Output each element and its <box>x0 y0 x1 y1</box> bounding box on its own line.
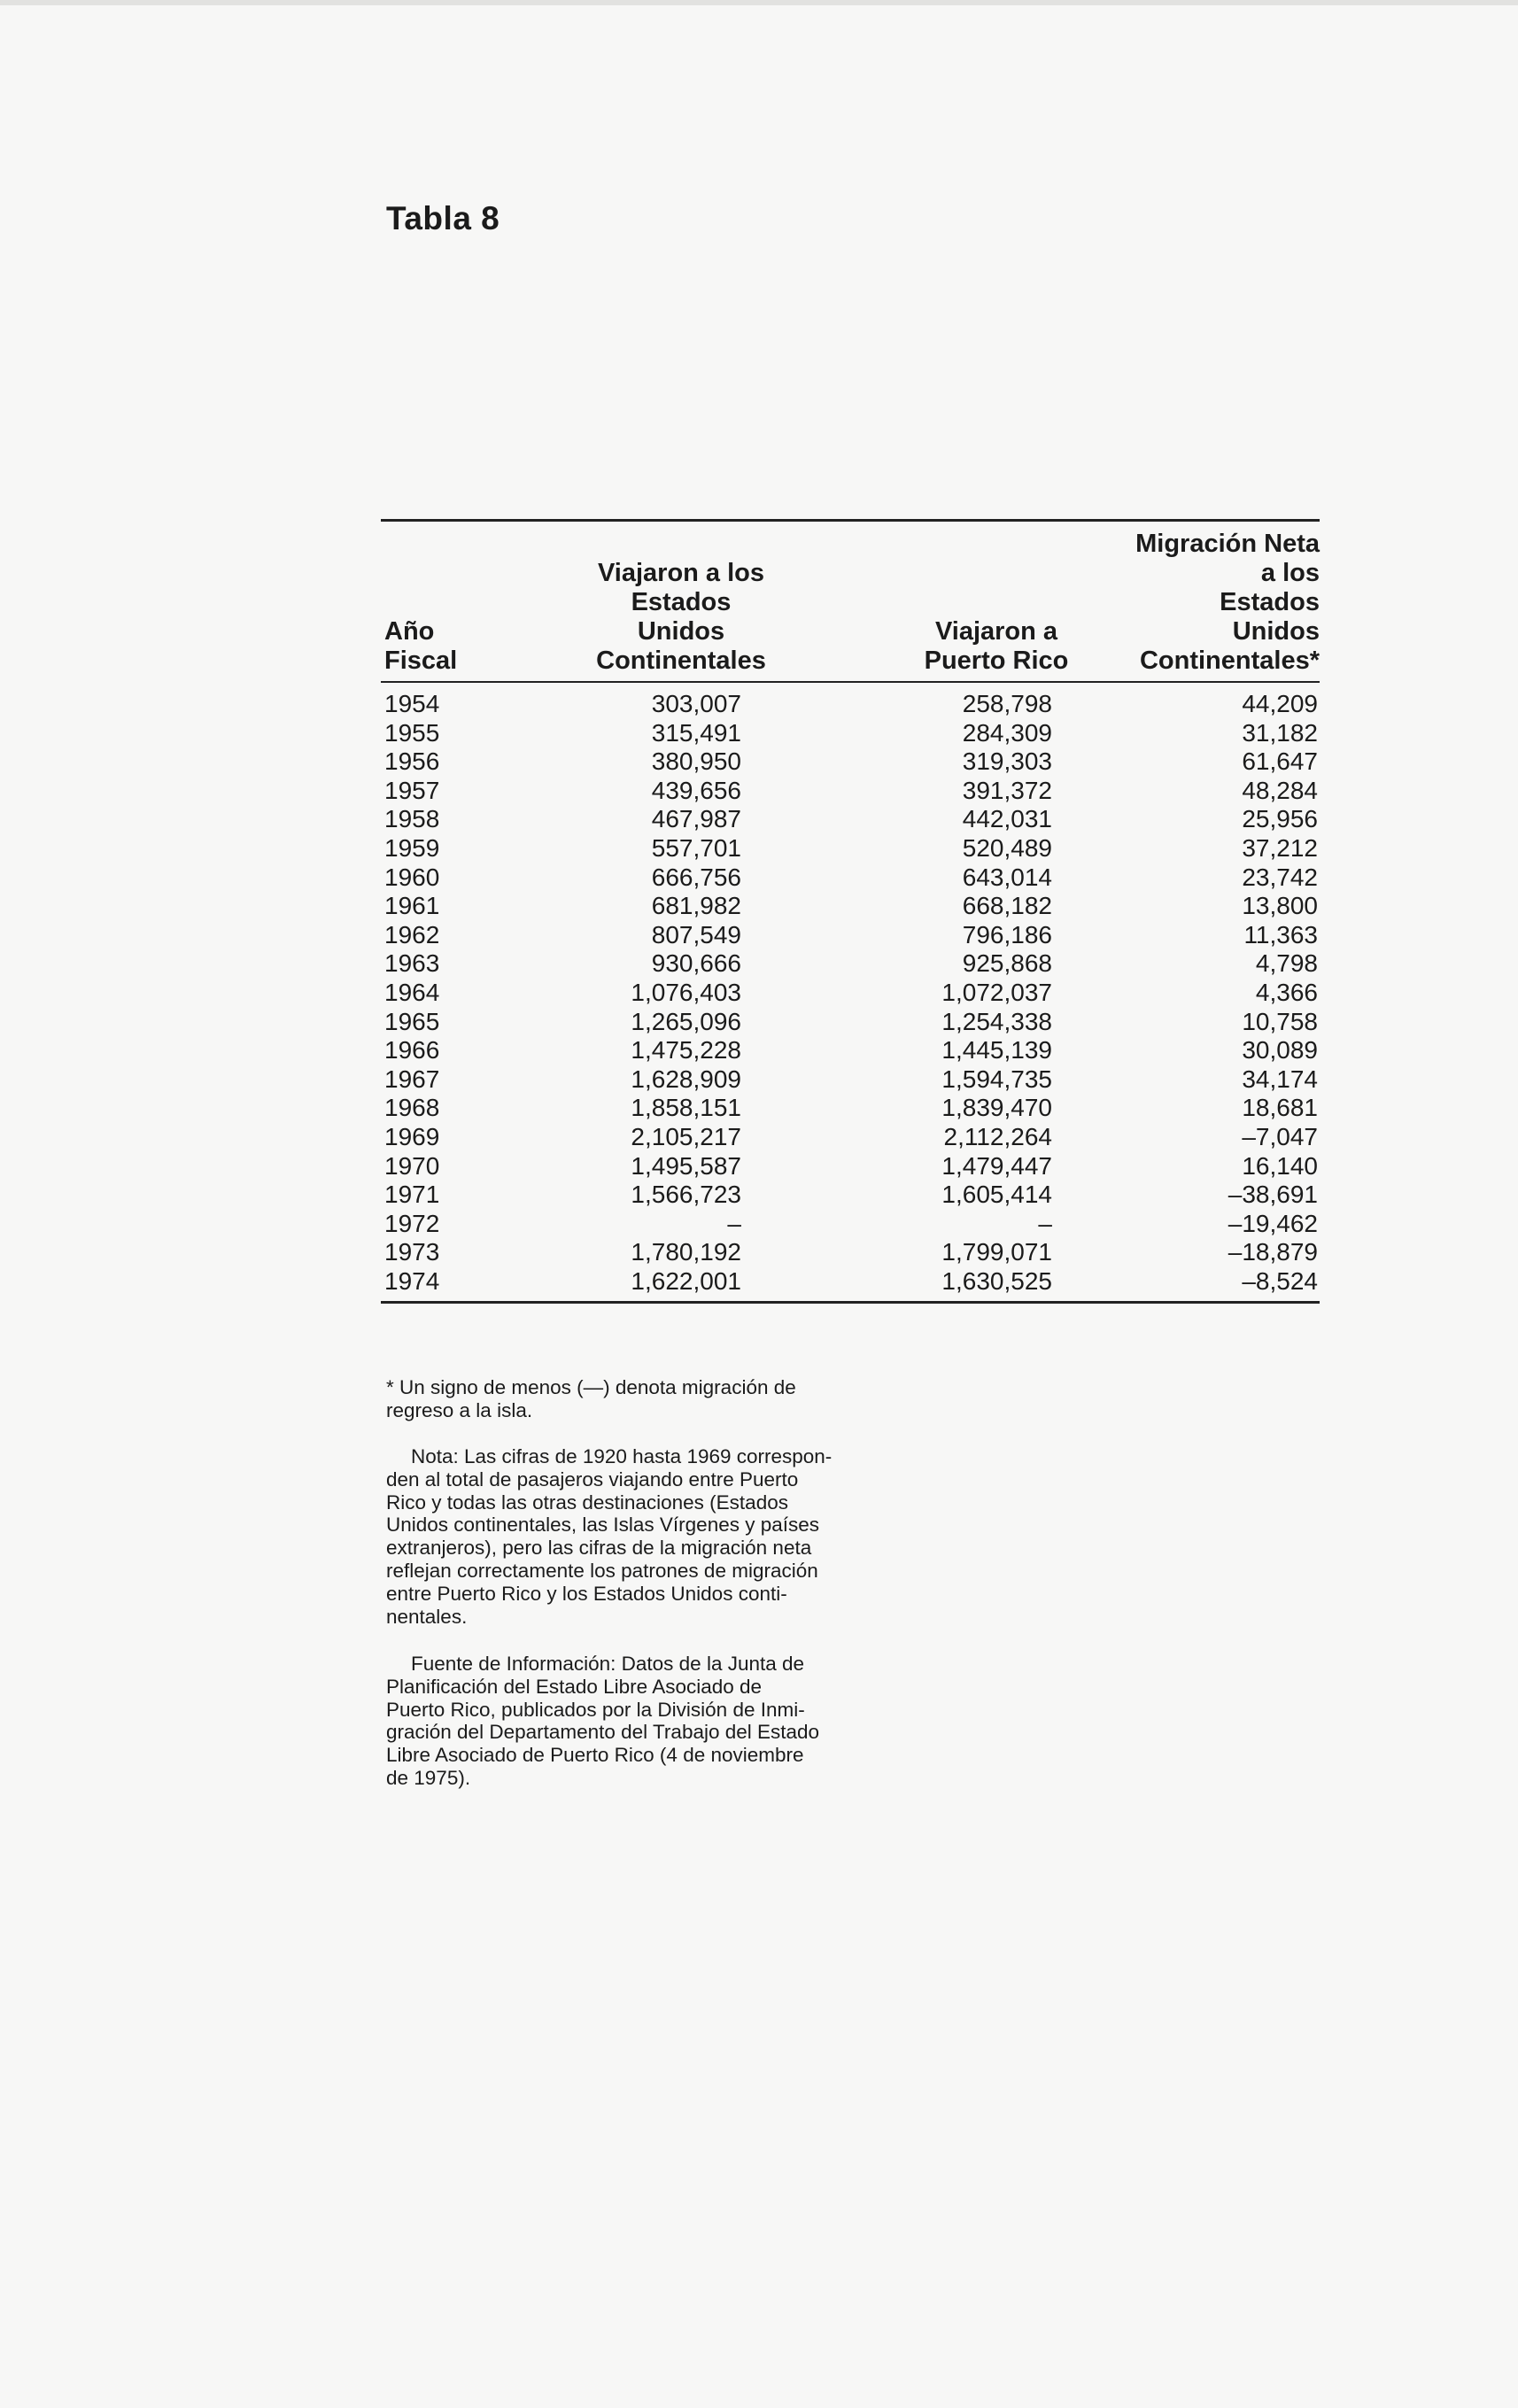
table-row <box>381 921 1320 950</box>
footnote-line: * Un signo de menos (—) denota migración de <box>386 1376 796 1398</box>
cell-to-pr: 442,031 <box>962 805 1052 833</box>
cell-net: 37,212 <box>1242 833 1318 862</box>
table-row <box>381 805 1320 834</box>
cell-net: 30,089 <box>1242 1036 1318 1065</box>
cell-year: 1968 <box>384 1094 440 1122</box>
table-row <box>381 1065 1320 1095</box>
cell-to-pr: 284,309 <box>962 718 1052 747</box>
header-line: Continentales <box>596 647 766 675</box>
cell-net: –8,524 <box>1242 1266 1318 1295</box>
cell-to-pr: 643,014 <box>962 863 1052 891</box>
table-row <box>381 979 1320 1008</box>
table-row <box>381 1152 1320 1181</box>
header-line: Fiscal <box>384 647 458 675</box>
header-line: Año <box>384 617 435 646</box>
cell-year: 1954 <box>384 690 440 717</box>
cell-year: 1969 <box>384 1122 440 1150</box>
cell-year: 1960 <box>384 863 440 891</box>
cell-net: 34,174 <box>1242 1065 1318 1093</box>
cell-year: 1957 <box>384 776 440 804</box>
note-line: Nota: Las cifras de 1920 hasta 1969 correspon- <box>411 1445 833 1467</box>
source-paragraph <box>386 1653 918 1790</box>
cell-to-us: 315,491 <box>651 718 741 747</box>
cell-to-us: 930,666 <box>651 949 741 978</box>
header-to-pr <box>886 617 1107 676</box>
header-line: a los <box>1260 559 1320 587</box>
header-line: Unidos <box>637 617 725 646</box>
table-row <box>381 690 1320 719</box>
cell-year: 1973 <box>384 1238 440 1266</box>
cell-year: 1963 <box>384 949 440 978</box>
cell-to-us: 1,622,001 <box>631 1266 741 1295</box>
cell-to-us: 1,495,587 <box>631 1151 741 1180</box>
cell-to-pr: 1,445,139 <box>941 1036 1052 1065</box>
table-row <box>381 1094 1320 1123</box>
cell-to-pr: 391,372 <box>962 776 1052 804</box>
table-row <box>381 1036 1320 1065</box>
page-top-edge <box>0 0 1518 5</box>
cell-to-pr: 520,489 <box>962 833 1052 862</box>
table-body <box>381 683 1320 1296</box>
table-row <box>381 834 1320 863</box>
cell-net: 4,366 <box>1255 978 1318 1006</box>
note-paragraph <box>386 1445 918 1628</box>
header-line: Estados <box>1220 588 1320 616</box>
cell-to-us: 439,656 <box>651 776 741 804</box>
cell-year: 1959 <box>384 833 440 862</box>
cell-year: 1956 <box>384 747 440 776</box>
cell-to-us: 303,007 <box>651 690 741 717</box>
cell-year: 1971 <box>384 1181 440 1209</box>
cell-to-pr: 925,868 <box>962 949 1052 978</box>
cell-to-pr: 2,112,264 <box>943 1122 1052 1150</box>
cell-net: 23,742 <box>1242 863 1318 891</box>
footnote-line: regreso a la isla. <box>386 1398 533 1421</box>
cell-year: 1972 <box>384 1209 440 1237</box>
cell-to-us: 1,475,228 <box>631 1036 741 1065</box>
cell-net: –18,879 <box>1228 1238 1318 1266</box>
migration-table <box>381 519 1320 1304</box>
cell-net: 61,647 <box>1242 747 1318 776</box>
note-line: extranjeros), pero las cifras de la migración neta <box>386 1537 812 1560</box>
cell-to-us: 467,987 <box>651 805 741 833</box>
cell-net: 31,182 <box>1242 718 1318 747</box>
cell-net: 18,681 <box>1242 1094 1318 1122</box>
cell-to-pr: 1,254,338 <box>941 1007 1052 1035</box>
table-row <box>381 949 1320 979</box>
cell-net: 16,140 <box>1242 1151 1318 1180</box>
header-line: Puerto Rico <box>924 647 1069 675</box>
note-line: den al total de pasajeros viajando entre Puerto <box>386 1467 799 1490</box>
cell-to-us: 681,982 <box>651 892 741 920</box>
cell-to-pr: 1,839,470 <box>941 1094 1052 1122</box>
table-row <box>381 892 1320 921</box>
cell-net: –19,462 <box>1228 1209 1318 1237</box>
table-row <box>381 1181 1320 1210</box>
cell-to-us: – <box>727 1209 741 1237</box>
table-row <box>381 747 1320 777</box>
cell-to-pr: 1,594,735 <box>941 1065 1052 1093</box>
source-line: Fuente de Información: Datos de la Junta de <box>411 1653 805 1675</box>
table-header <box>381 522 1320 681</box>
source-line: Puerto Rico, publicados por la División de Inmi- <box>386 1698 805 1721</box>
source-line: Planificación del Estado Libre Asociado de <box>386 1675 763 1698</box>
table-row <box>381 1267 1320 1297</box>
cell-to-us: 1,858,151 <box>631 1094 741 1122</box>
cell-to-pr: 1,479,447 <box>941 1151 1052 1180</box>
page-title: Tabla 8 <box>386 200 500 236</box>
cell-year: 1955 <box>384 718 440 747</box>
note-line: Unidos continentales, las Islas Vírgenes y países <box>386 1514 820 1537</box>
source-line: Libre Asociado de Puerto Rico (4 de noviembre <box>386 1744 804 1767</box>
table-row <box>381 1123 1320 1152</box>
note-line: Rico y todas las otras destinaciones (Estados <box>386 1490 788 1514</box>
cell-to-pr: – <box>1038 1209 1052 1237</box>
cell-to-pr: 1,630,525 <box>941 1266 1052 1295</box>
table-row <box>381 777 1320 806</box>
cell-to-us: 1,628,909 <box>631 1065 741 1093</box>
cell-to-pr: 258,798 <box>962 690 1052 717</box>
header-line: Unidos <box>1232 617 1320 646</box>
table-bottom-rule <box>381 1301 1320 1304</box>
cell-to-us: 380,950 <box>651 747 741 776</box>
cell-net: 10,758 <box>1242 1007 1318 1035</box>
cell-to-us: 1,566,723 <box>631 1181 741 1209</box>
header-to-us <box>570 559 792 676</box>
header-line: Migración Neta <box>1135 530 1320 558</box>
note-line: nentales. <box>386 1605 468 1628</box>
cell-year: 1970 <box>384 1151 440 1180</box>
note-line: reflejan correctamente los patrones de migración <box>386 1559 818 1582</box>
cell-to-us: 807,549 <box>651 920 741 948</box>
cell-to-us: 1,780,192 <box>631 1238 741 1266</box>
cell-net: 48,284 <box>1242 776 1318 804</box>
header-line: Estados <box>631 588 732 616</box>
footnote <box>386 1376 918 1422</box>
cell-to-pr: 1,605,414 <box>941 1181 1052 1209</box>
header-line: Viajaron a los <box>597 559 765 587</box>
cell-to-us: 557,701 <box>651 833 741 862</box>
source-line: de 1975). <box>386 1766 471 1789</box>
cell-year: 1961 <box>384 892 440 920</box>
cell-year: 1964 <box>384 978 440 1006</box>
header-line: Continentales* <box>1139 647 1320 675</box>
cell-to-pr: 668,182 <box>962 892 1052 920</box>
cell-net: –7,047 <box>1242 1122 1318 1150</box>
source-line: gración del Departamento del Trabajo del Estado <box>386 1721 820 1744</box>
cell-to-us: 1,265,096 <box>631 1007 741 1035</box>
header-net-migration <box>1089 530 1320 676</box>
note-line: entre Puerto Rico y los Estados Unidos conti- <box>386 1582 787 1605</box>
table-row <box>381 719 1320 748</box>
cell-year: 1962 <box>384 920 440 948</box>
header-year <box>384 617 517 676</box>
cell-to-us: 1,076,403 <box>631 978 741 1006</box>
cell-to-pr: 319,303 <box>962 747 1052 776</box>
header-line: Viajaron a <box>934 617 1058 646</box>
cell-net: 25,956 <box>1242 805 1318 833</box>
cell-year: 1966 <box>384 1036 440 1065</box>
cell-net: 13,800 <box>1242 892 1318 920</box>
table-row <box>381 1238 1320 1267</box>
cell-to-us: 666,756 <box>651 863 741 891</box>
cell-net: –38,691 <box>1228 1181 1318 1209</box>
cell-to-pr: 796,186 <box>962 920 1052 948</box>
cell-to-pr: 1,072,037 <box>941 978 1052 1006</box>
cell-year: 1958 <box>384 805 440 833</box>
cell-to-pr: 1,799,071 <box>941 1238 1052 1266</box>
table-row <box>381 1008 1320 1037</box>
cell-net: 44,209 <box>1242 690 1318 717</box>
cell-year: 1967 <box>384 1065 440 1093</box>
cell-net: 4,798 <box>1255 949 1318 978</box>
cell-net: 11,363 <box>1243 920 1318 948</box>
table-row <box>381 1210 1320 1239</box>
table-row <box>381 863 1320 893</box>
cell-year: 1974 <box>384 1266 440 1295</box>
cell-to-us: 2,105,217 <box>631 1122 741 1150</box>
cell-year: 1965 <box>384 1007 440 1035</box>
